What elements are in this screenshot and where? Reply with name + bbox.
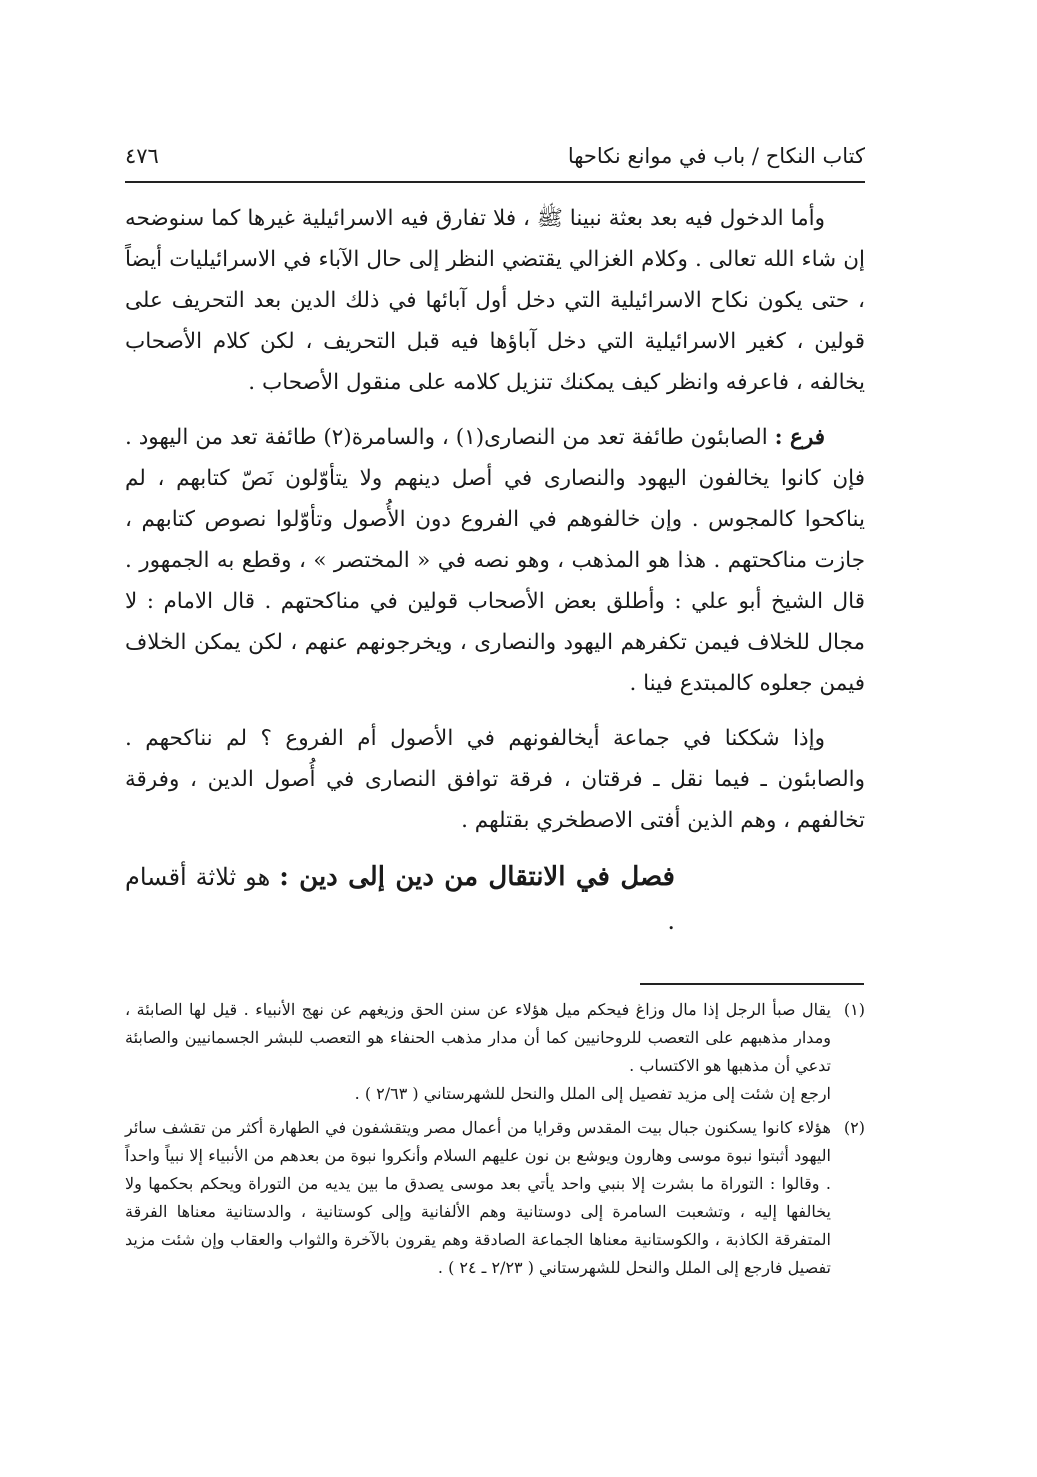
footnote <box>125 996 865 1108</box>
page-number: ٤٧٦ <box>125 144 159 168</box>
paragraph-text: وأما الدخول فيه بعد بعثة نبينا ﷺ ، فلا تفارق فيه الاسرائيلية غيرها كما سنوضحه إن شاء الله تعالى . وكلام الغزالي يقتضي النظر إلى حال الآباء في الاسرائيليات أيضاً ، حتى يكون نكاح الاسرائيلية التي دخل أول آبائها في ذلك الدين بعد التحريف على قولين ، كغير الاسرائيلية التي دخل آباؤها فيه قبل التحريف ، لكن كلام الأصحاب يخالفه ، فاعرفه وانظر كيف يمكنك تنزيل كلامه على منقول الأصحاب . <box>125 206 865 395</box>
paragraph <box>125 718 865 841</box>
paragraph-lead: فرع : <box>774 425 825 450</box>
footnote-reference: ارجع إن شئت إلى مزيد تفصيل إلى الملل والنحل للشهرستاني ( ٢/٦٣ ) . <box>354 1084 831 1103</box>
footnote-text: يقال صبأ الرجل إذا مال وزاغ فيحكم ميل هؤلاء عن سنن الحق وزيغهم عن نهج الأنبياء . قيل لها الصابئة ، ومدار مذهبهم على التعصب للروحانيين كما أن مدار مذهب الحنفاء هو التعصب للبشر الجسمانيين والصابئة تدعي أن مذهبها هو الاكتساب . <box>125 1000 831 1075</box>
footnote-text: هؤلاء كانوا يسكنون جبال بيت المقدس وقرايا من أعمال مصر ويتقشفون في الطهارة أكثر من تقشف سائر اليهود أثبتوا نبوة موسى وهارون ويوشع بن نون عليهم السلام وأنكروا نبوة من بعدهم من الأنبياء إلا نبياً واحداً . وقالوا : التوراة ما بشرت إلا بنبي واحد يأتي بعد موسى يصدق ما بين يديه من التوراة ويحكم بحكمها ولا يخالفها إليه ، وتشعبت السامرة إلى دوستانية وهم الألفانية وإلى كوستانية ، والدستانية معناها الفرقة المتفرقة الكاذبة ، والكوستانية معناها الجماعة الصادقة وهم يقرون بالآخرة والثواب والعقاب وإن شئت مزيد تفصيل فارجع إلى الملل والنحل للشهرستاني ( ٢/٢٣ ـ ٢٤ ) . <box>125 1118 831 1277</box>
footnote-rule <box>640 983 864 985</box>
paragraph <box>125 417 865 704</box>
running-title: كتاب النكاح / باب في موانع نكاحها <box>567 144 865 168</box>
paragraph-text: الصابئون طائفة تعد من النصارى(١) ، والسامرة(٢) طائفة تعد من اليهود . فإن كانوا يخالفون اليهود والنصارى في أصل دينهم ولا يتأوّلون نَصّ كتابهم ، لم يناكحوا كالمجوس . وإن خالفوهم في الفروع دون الأُصول وتأوّلوا نصوص كتابهم ، جازت مناكحتهم . هذا هو المذهب ، وهو نصه في « المختصر » ، وقطع به الجمهور . قال الشيخ أبو علي : وأطلق بعض الأصحاب قولين في مناكحتهم . قال الامام : لا مجال للخلاف فيمن تكفرهم اليهود والنصارى ، ويخرجونهم عنهم ، لكن يمكن الخلاف فيمن جعلوه كالمبتدع فينا . <box>125 425 865 696</box>
main-text <box>125 198 865 957</box>
paragraph <box>125 198 865 403</box>
section-heading-text: هو ثلاثة أقسام . <box>125 863 675 935</box>
footnote <box>125 1114 865 1282</box>
paragraph-text: وإذا شككنا في جماعة أيخالفونهم في الأصول أم الفروع ؟ لم نناكحهم . والصابئون ـ فيما نقل ـ فرقتان ، فرقة توافق النصارى في أُصول الدين ، وفرقة تخالفهم ، وهم الذين أفتى الاصطخري بقتلهم . <box>125 726 865 833</box>
section-heading-title: فصل في الانتقال من دين إلى دين : <box>279 862 675 892</box>
footnote-number: (١) <box>843 1000 865 1019</box>
running-header <box>125 140 865 176</box>
footnote-number: (٢) <box>843 1118 865 1137</box>
header-rule <box>125 181 865 183</box>
section-heading <box>125 855 865 943</box>
footnotes <box>125 996 865 1288</box>
